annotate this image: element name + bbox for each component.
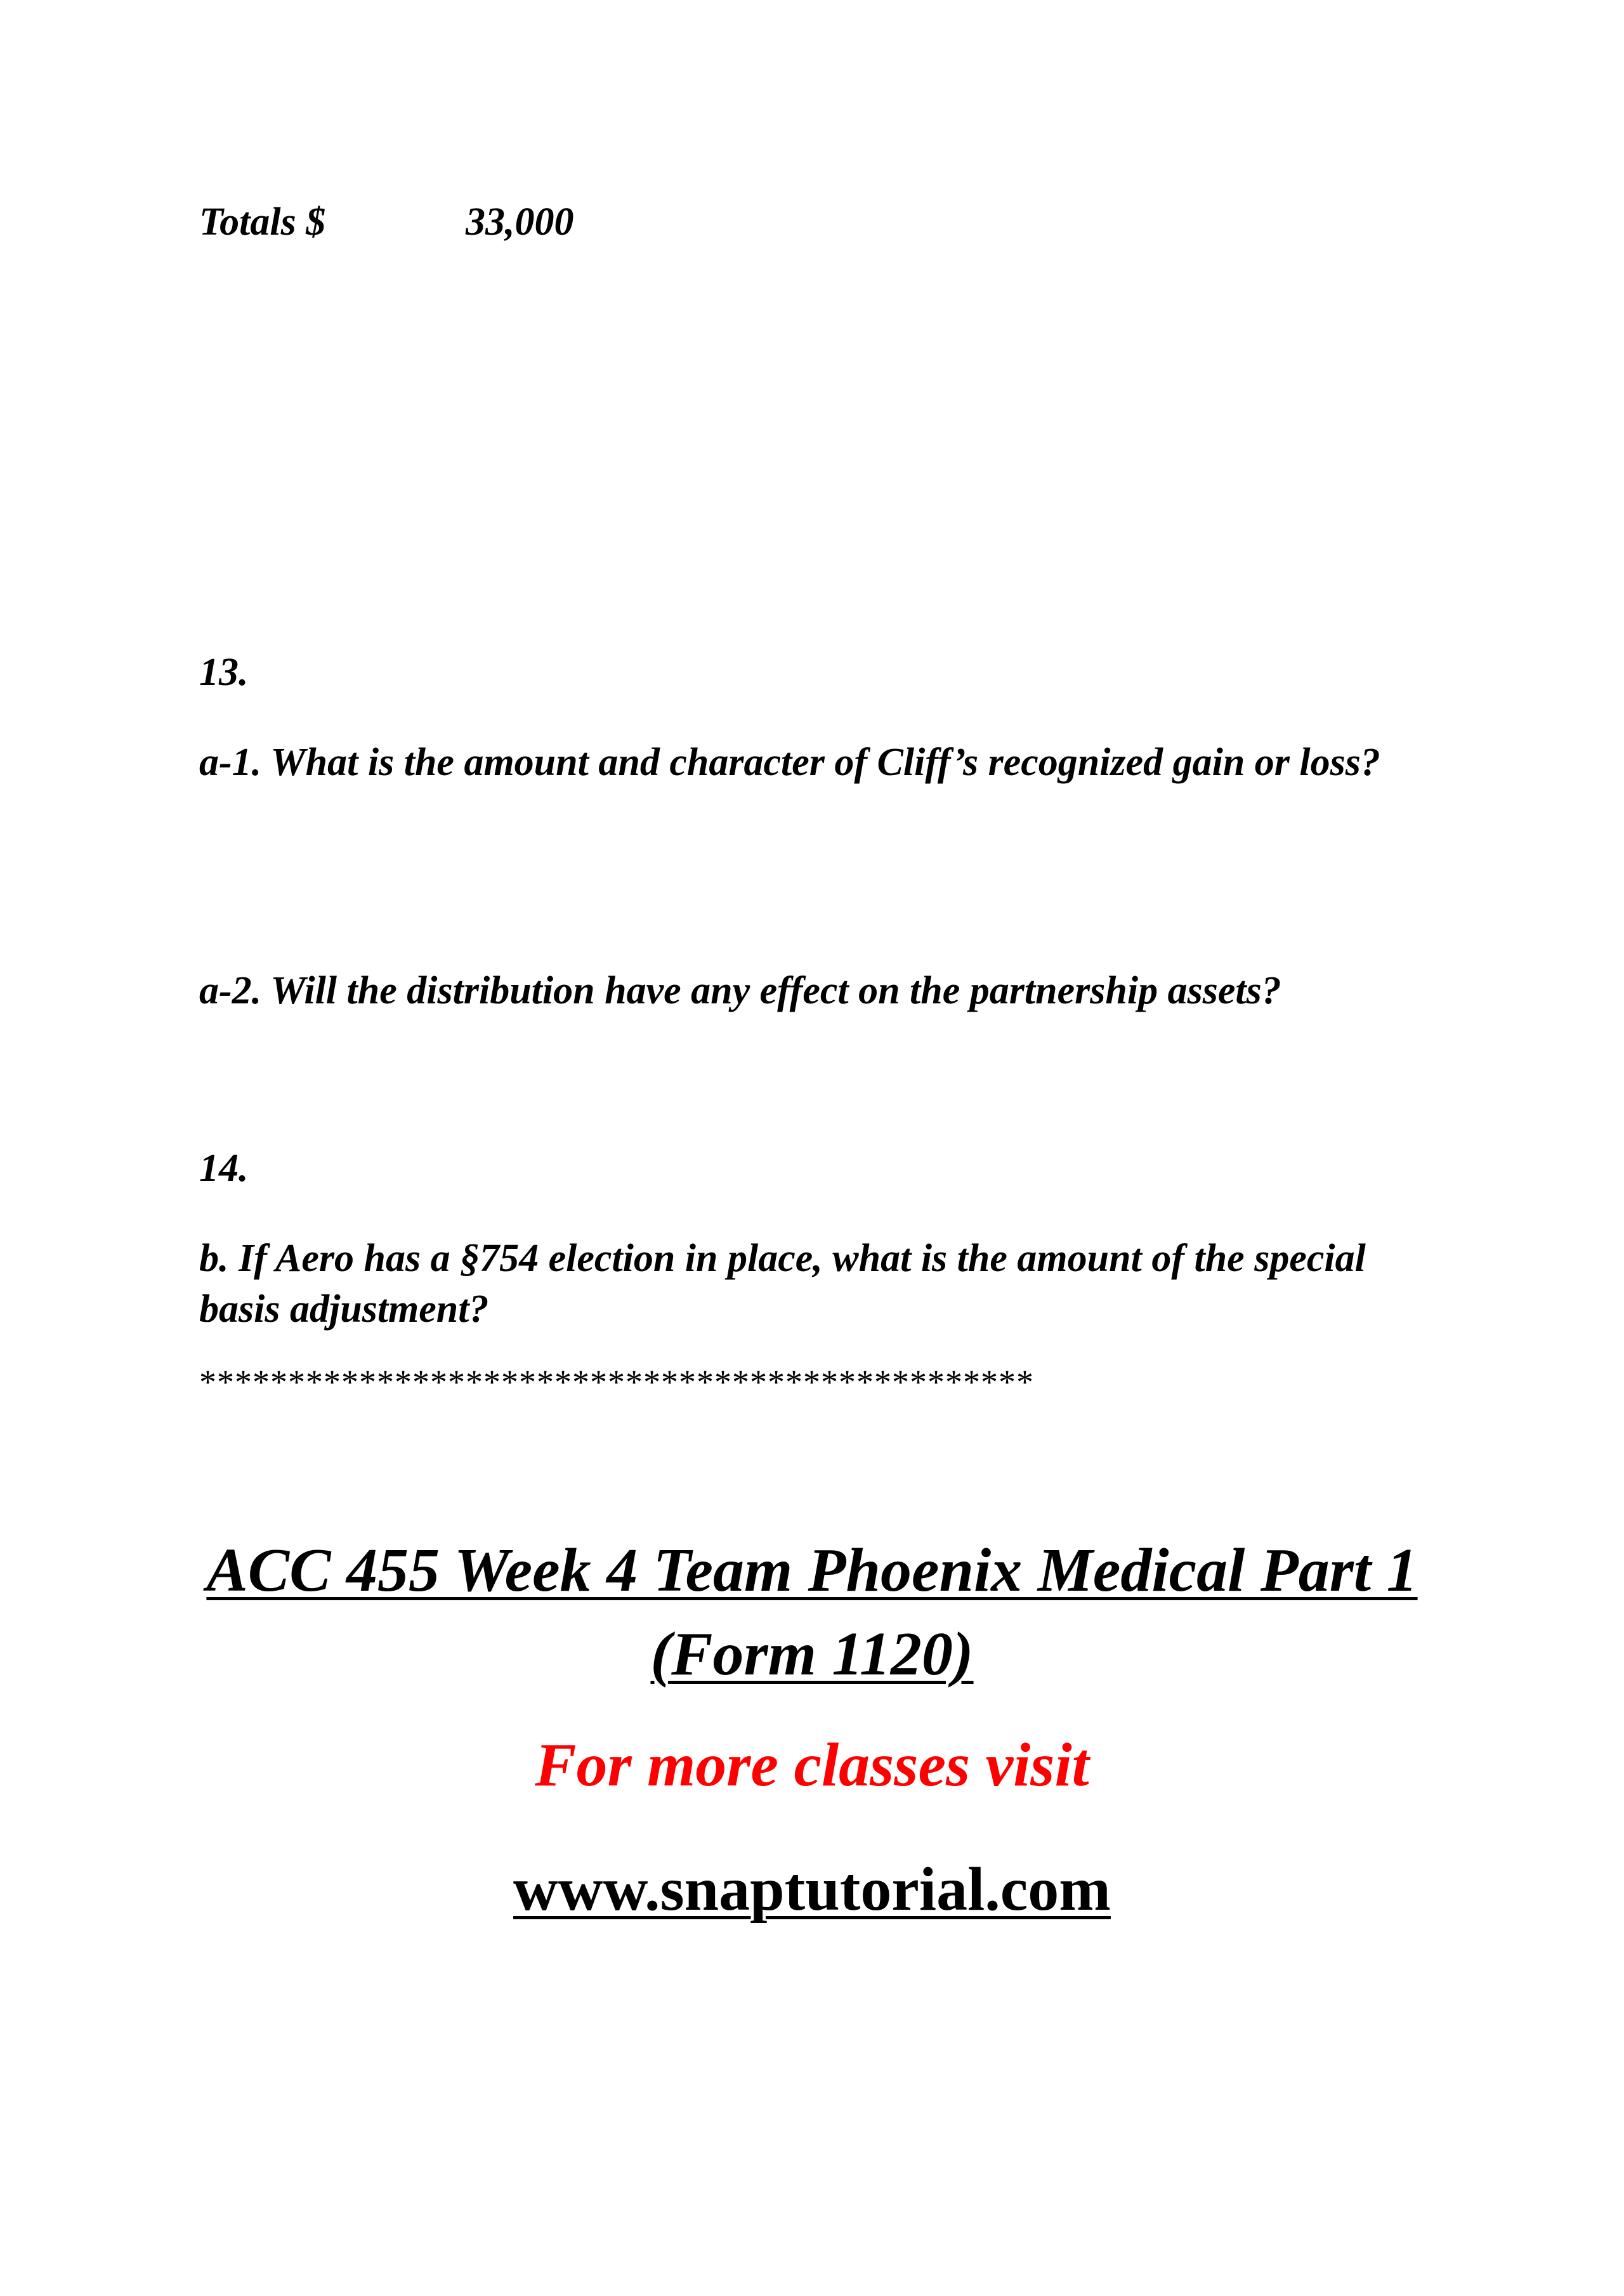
question-13-part-a2: a-2. Will the distribution have any effect on the partnership assets? xyxy=(199,969,1281,1012)
totals-label: Totals $ xyxy=(199,200,326,244)
promo-text: For more classes visit xyxy=(535,1731,1089,1799)
question-14-number: 14. xyxy=(199,1147,249,1190)
course-heading: ACC 455 Week 4 Team Phoenix Medical Part 1 (Form 1120) xyxy=(206,1536,1418,1688)
website-link[interactable]: www.snaptutorial.com xyxy=(513,1855,1111,1924)
question-14-part-b: b. If Aero has a §754 election in place, what is the amount of the special basis adjustment? xyxy=(199,1237,1366,1331)
totals-value: 33,000 xyxy=(466,200,574,244)
totals-row xyxy=(199,197,574,247)
question-13-part-a1: a-1. What is the amount and character of Cliff’s recognized gain or loss? xyxy=(199,741,1380,784)
separator-asterisks: *********************************************** xyxy=(199,1363,1034,1401)
question-13-number: 13. xyxy=(199,651,249,694)
